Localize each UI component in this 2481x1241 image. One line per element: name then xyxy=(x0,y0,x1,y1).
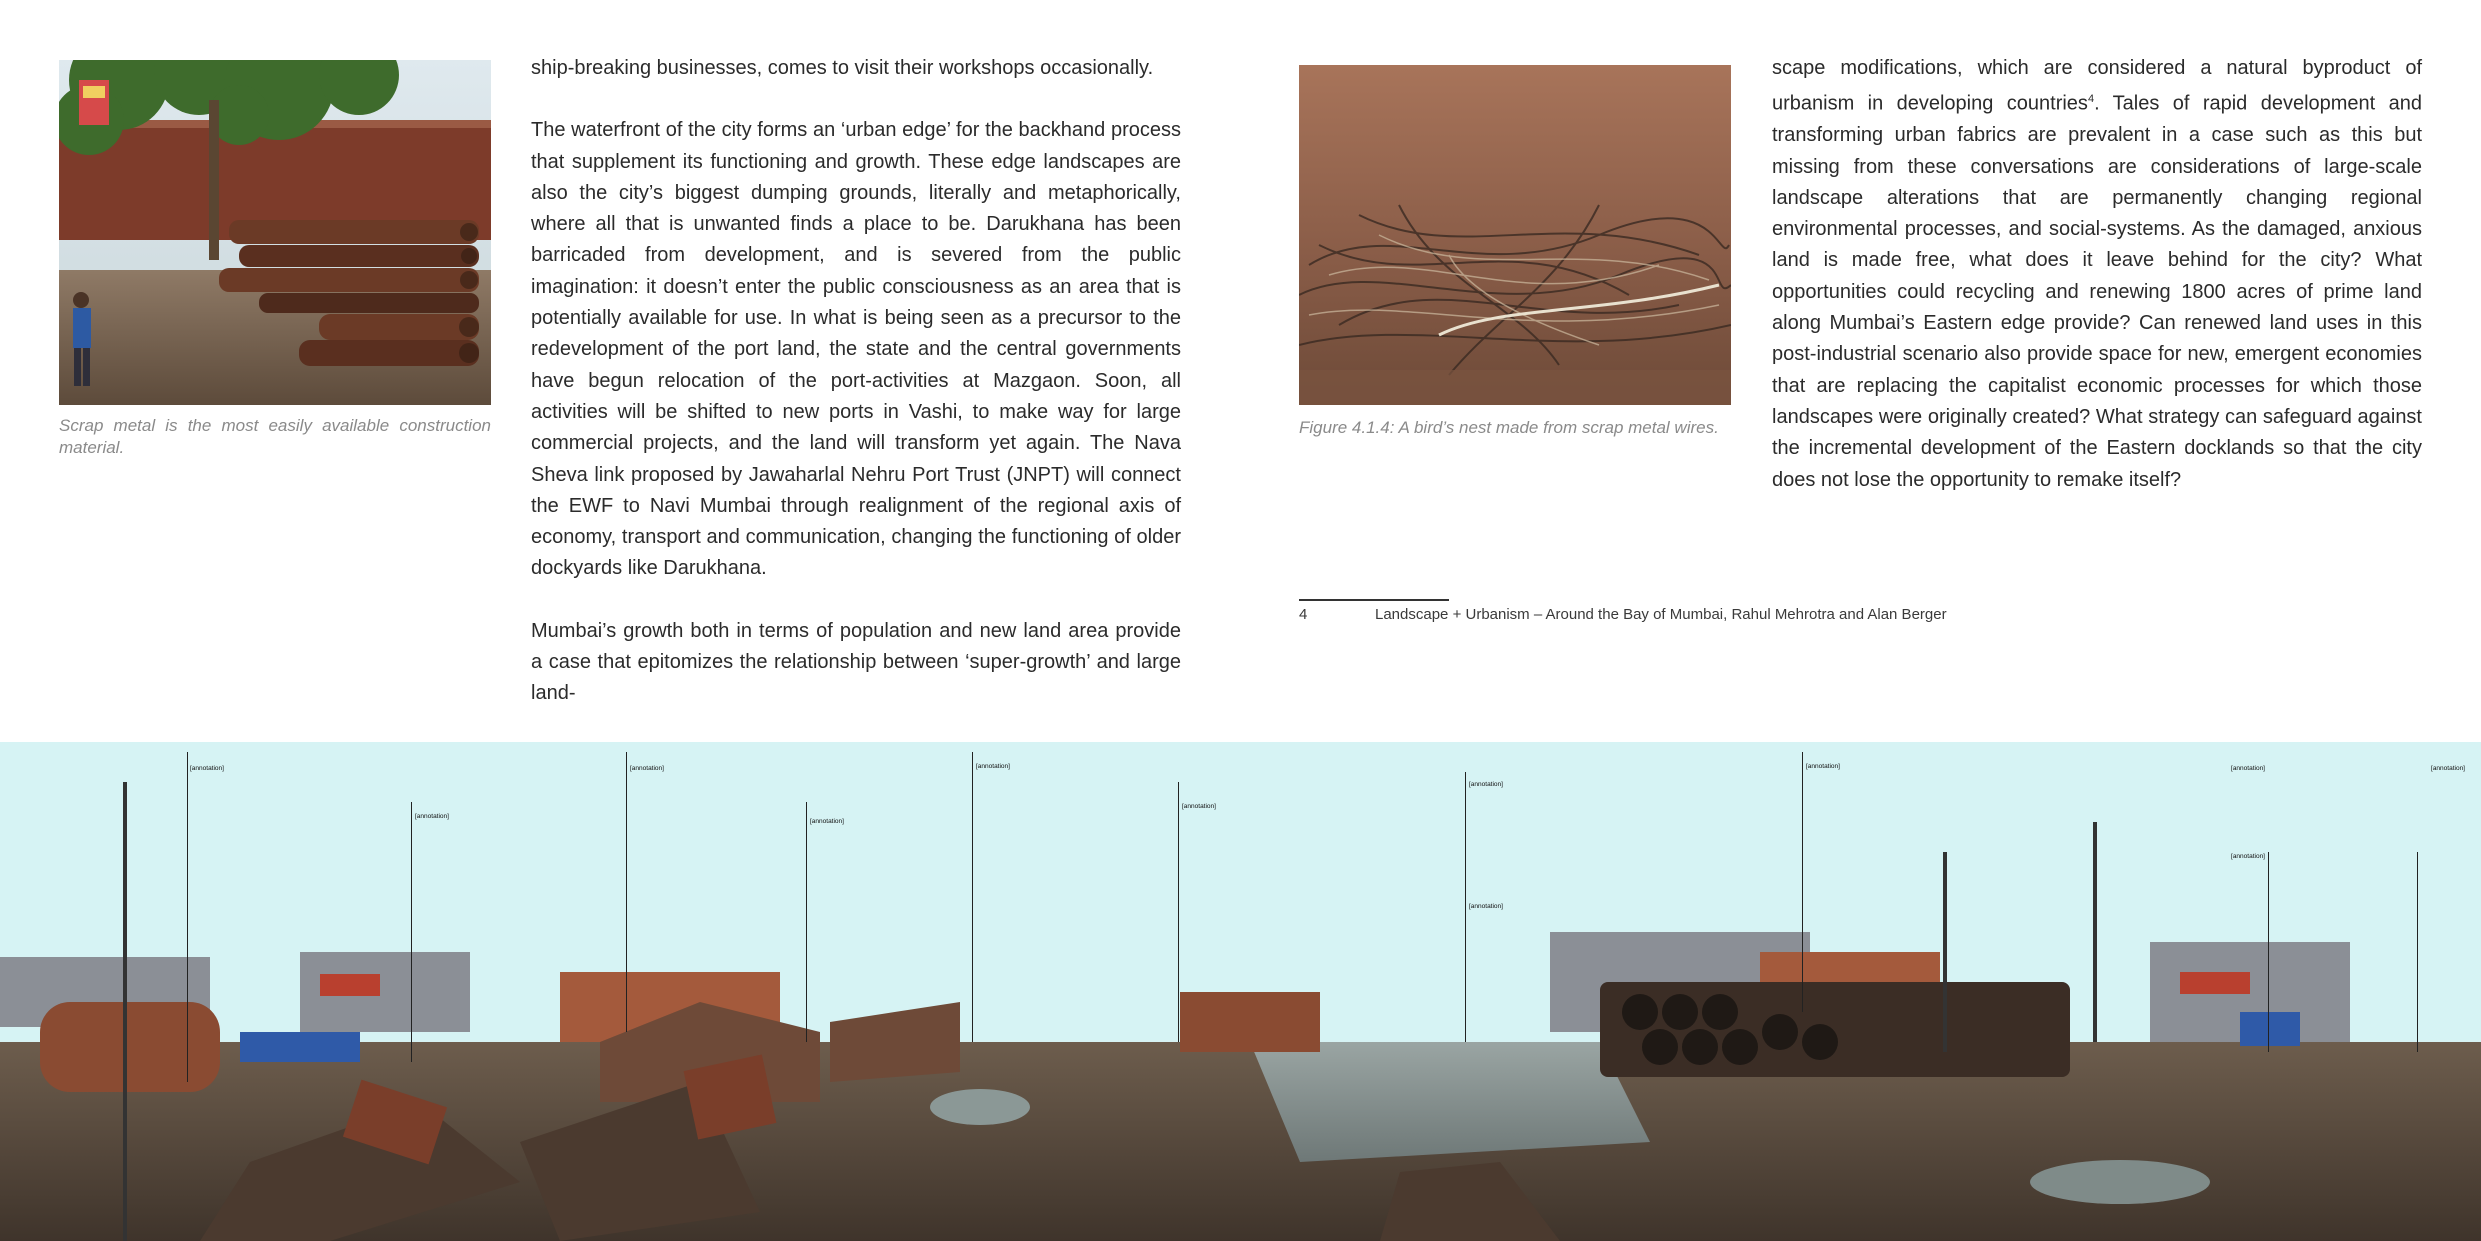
footnote-ref: 4 xyxy=(2087,93,2095,106)
annotation-10-text: [annotation] xyxy=(2431,765,2465,772)
annotation-12-text: [annotation] xyxy=(2231,853,2265,860)
annotation-9-text: [annotation] xyxy=(2231,765,2265,772)
annotation-11 xyxy=(1469,902,1604,918)
annotation-7-text: [annotation] xyxy=(1469,781,1503,788)
right-body-text xyxy=(1772,53,2422,527)
annotation-11-text: [annotation] xyxy=(1469,903,1503,910)
annotation-12 xyxy=(2125,852,2265,868)
left-paragraph-3: Mumbai’s growth both in terms of population and new land area provide a case that epitomizes the relationship between ‘super-growth’ and large land- xyxy=(531,619,1181,705)
footnote-text: Landscape + Urbanism – Around the Bay of Mumbai, Rahul Mehrotra and Alan Berger xyxy=(1375,606,1947,623)
annotation-5-text: [annotation] xyxy=(976,763,1010,770)
annotation-4-text: [annotation] xyxy=(810,818,844,825)
left-paragraph-2: The waterfront of the city forms an ‘urban edge’ for the backhand process that supplement its functioning and growth. These edge landscapes are also the city’s biggest dumping grounds, literally and metaphorically, where all that is unwanted finds a place to be. Darukhana has been barricaded from development, and is severed from the public imagination: it doesn’t enter the public consciousness as an area that is potentially available for use. In what is being seen as a precursor to the redevelopment of the port land, the state and the central governments have begun relocation of the port-activities at Mazgaon. Soon, all activities will be shifted to new ports in Vashi, to make way for large commercial projects, and the land will transform yet again. The Nava Sheva link proposed by Jawaharlal Nehru Port Trust (JNPT) will connect the EWF to Navi Mumbai through realignment of the regional axis of economy, transport and communication, changing the functioning of older dockyards like Darukhana. xyxy=(531,119,1181,580)
annotation-leader-line xyxy=(411,802,412,1062)
right-paragraph xyxy=(1772,53,2422,496)
annotation-3 xyxy=(630,764,765,780)
annotation-1-text: [annotation] xyxy=(190,765,224,772)
annotation-8-text: [annotation] xyxy=(1806,763,1840,770)
annotation-6 xyxy=(1182,802,1317,818)
annotation-10 xyxy=(2325,764,2465,780)
annotation-leader-line xyxy=(2268,852,2269,1052)
annotation-leader-line xyxy=(1178,782,1179,1042)
left-body-text xyxy=(531,53,1181,741)
annotation-9 xyxy=(2125,764,2265,780)
bird-nest-photo-illustration xyxy=(1299,65,1731,405)
annotation-leader-line xyxy=(806,802,807,1042)
annotation-leader-line xyxy=(626,752,627,1032)
scrap-metal-photo xyxy=(59,60,491,405)
right-paragraph-start: scape modifications, which are considered a natural byproduct of urbanism in developing countries xyxy=(1772,57,2422,115)
left-paragraph-1: ship-breaking businesses, comes to visit their workshops occasionally. xyxy=(531,57,1154,79)
annotation-leader-line xyxy=(1802,752,1803,1012)
annotation-7 xyxy=(1469,780,1604,796)
annotation-leader-line xyxy=(1465,772,1466,1042)
bird-nest-photo xyxy=(1299,65,1731,405)
left-figure-caption: Scrap metal is the most easily available construction material. xyxy=(59,416,491,457)
annotation-2-text: [annotation] xyxy=(415,813,449,820)
annotation-4 xyxy=(810,817,945,833)
right-paragraph-rest: . Tales of rapid development and transforming urban fabrics are prevalent in a case such as this but missing from these conversations are considerations of large-scale landscape alterations that are permanently changing regional environmental processes, and social-systems. As the damaged, anxious land is made free, what does it leave behind for the city? What opportunities could recycling and renewing 1800 acres of prime land along Mumbai’s Eastern edge provide? Can renewed land uses in this post-industrial scenario also provide space for new, emergent economies that are replacing the capitalist economic processes for which those landscapes were originally created? What strategy can safeguard against the incremental development of the Eastern docklands so that the city does not lose the opportunity to remake itself? xyxy=(1772,92,2422,491)
annotation-6-text: [annotation] xyxy=(1182,803,1216,810)
annotation-8 xyxy=(1806,762,1941,778)
annotation-leader-line xyxy=(187,752,188,1082)
annotation-leader-line xyxy=(972,752,973,1042)
annotation-5 xyxy=(976,762,1111,778)
darukhana-panorama xyxy=(0,742,2481,1241)
footnote-number: 4 xyxy=(1299,606,1308,623)
annotation-2 xyxy=(415,812,550,828)
annotation-1 xyxy=(190,764,325,780)
annotation-leader-line xyxy=(2417,852,2418,1052)
footnote-rule xyxy=(1299,599,1449,601)
right-figure-caption: Figure 4.1.4: A bird’s nest made from scrap metal wires. xyxy=(1299,418,1719,437)
annotation-3-text: [annotation] xyxy=(630,765,664,772)
scrap-metal-photo-illustration xyxy=(59,60,491,405)
